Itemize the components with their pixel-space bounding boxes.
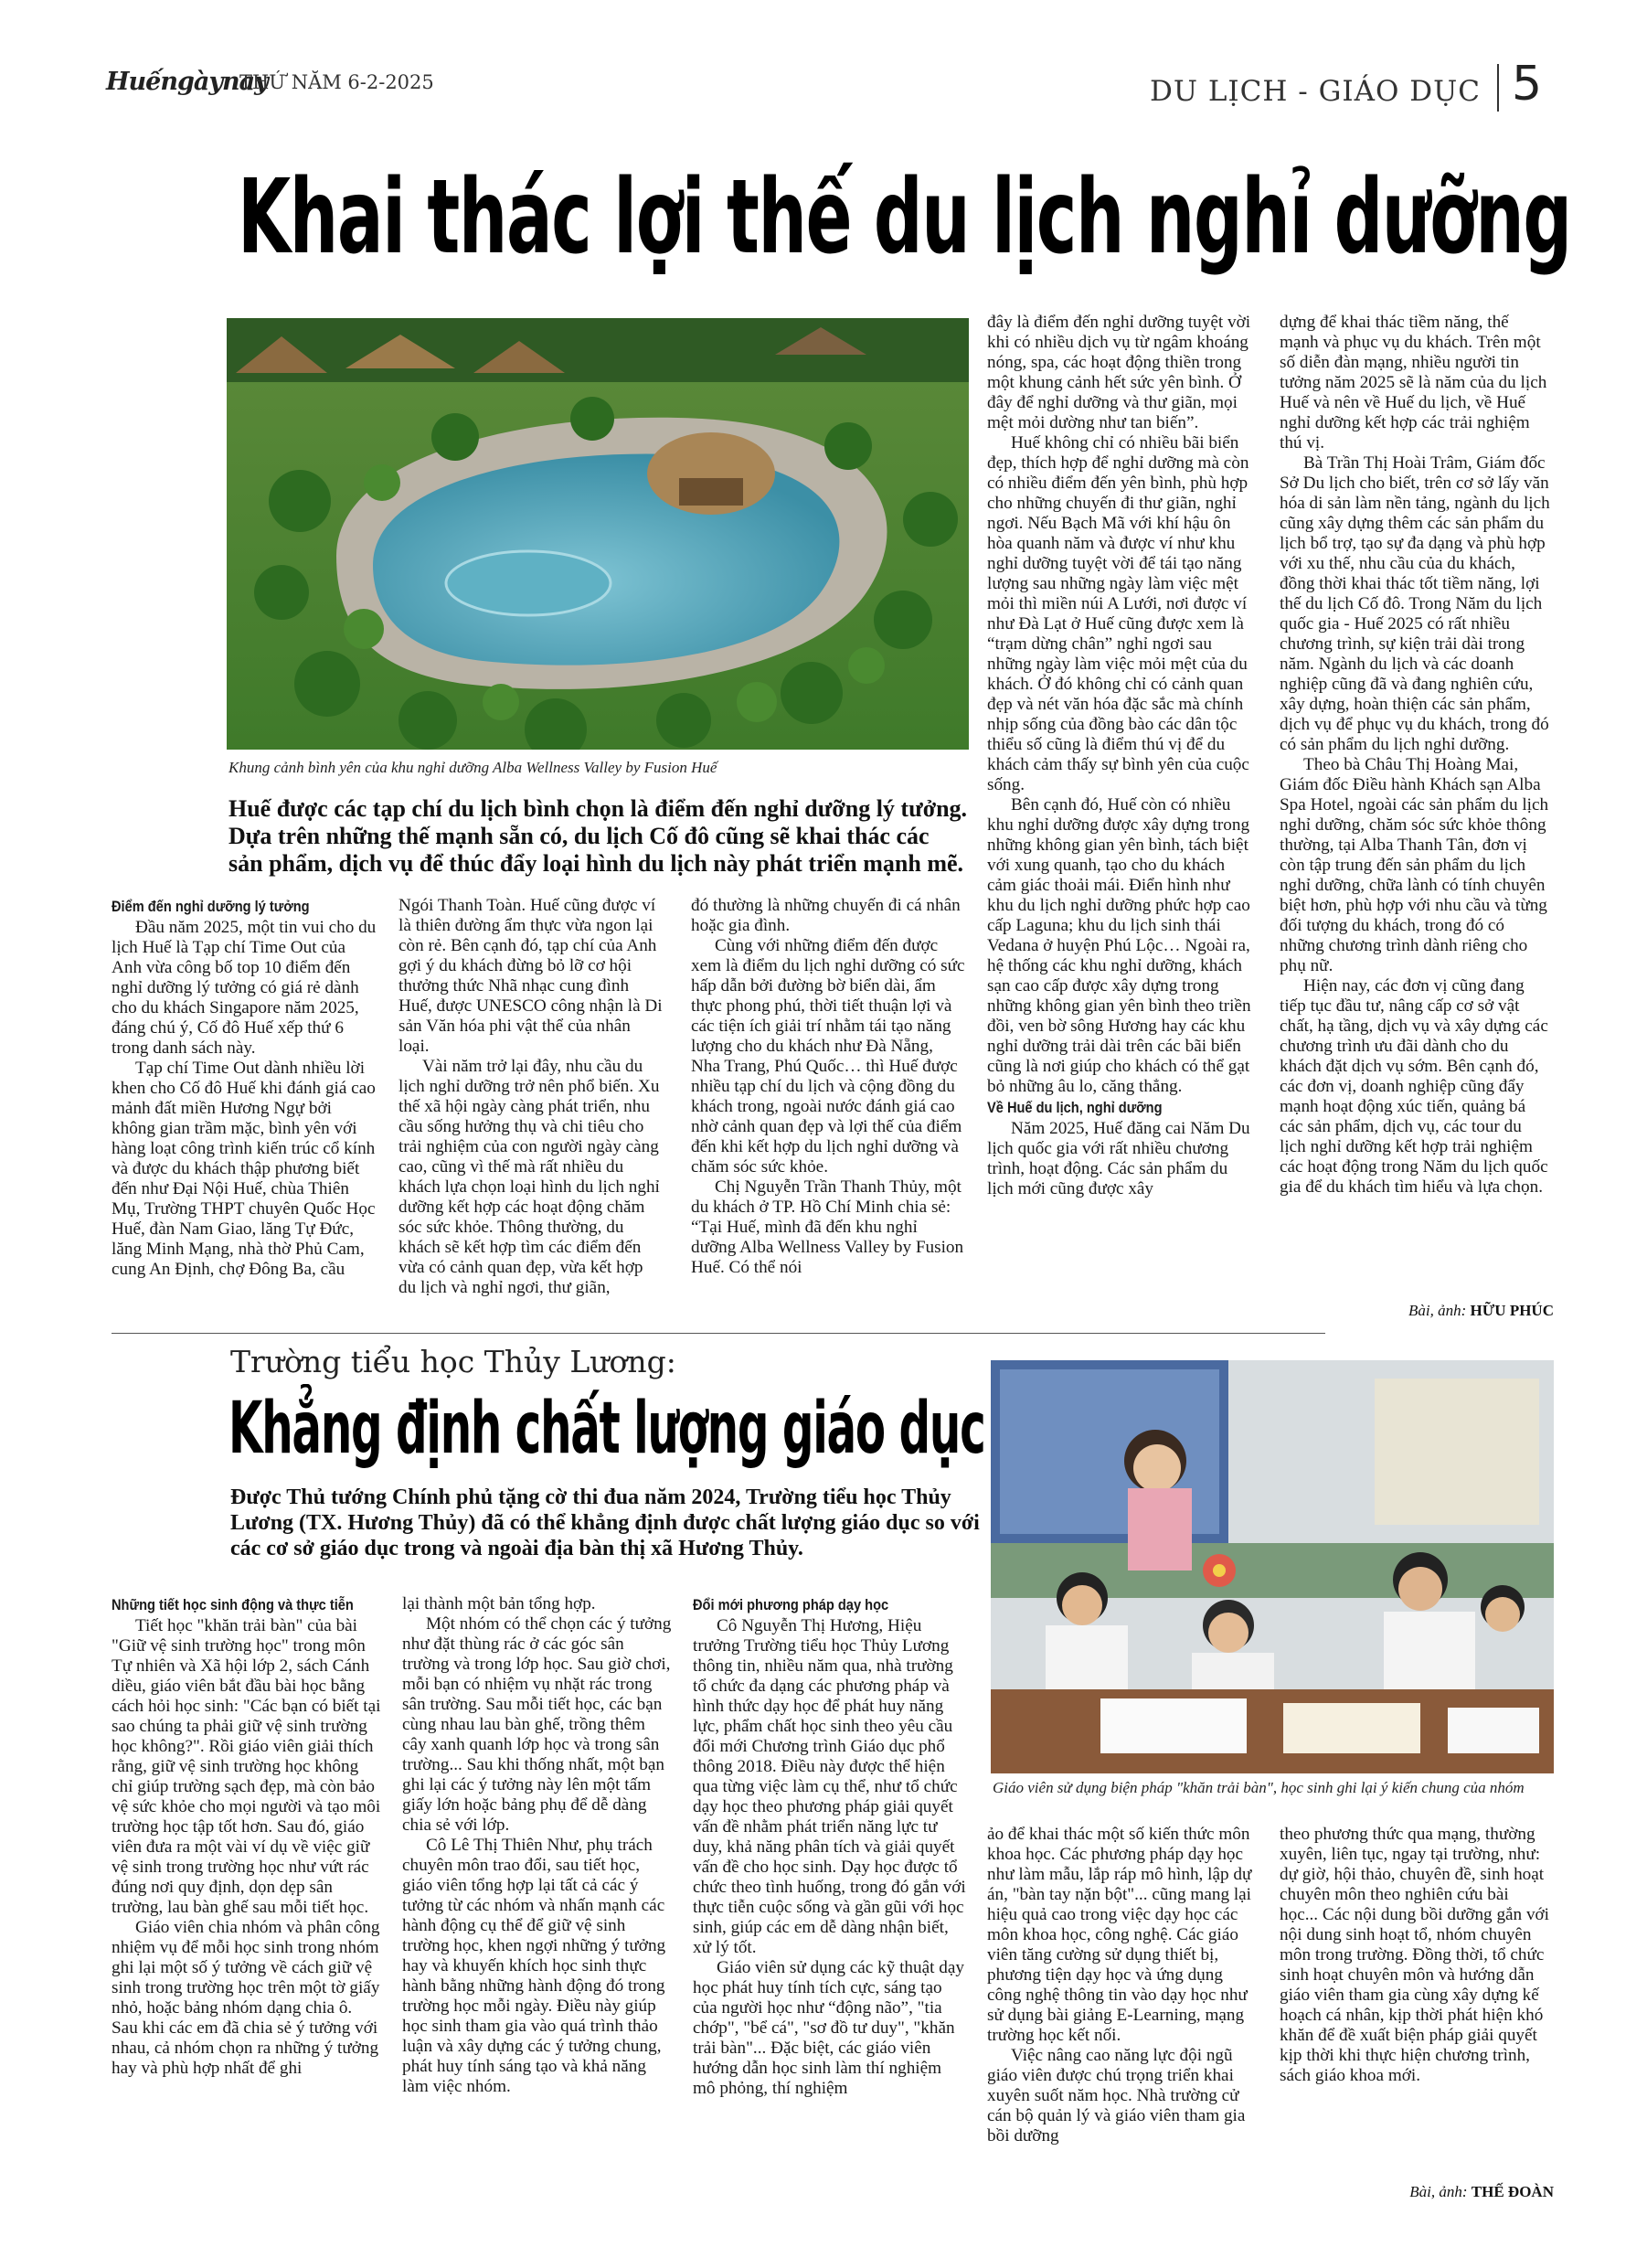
header-divider — [1497, 64, 1499, 112]
credit-label: Bài, ảnh: — [1409, 2183, 1468, 2200]
newspaper-logo: Huếngàynay — [106, 68, 268, 96]
article2-photo — [991, 1360, 1554, 1773]
article2-paragraph: Cô Nguyễn Thị Hương, Hiệu trưởng Trường tiểu học Thủy Lương thông tin, nhiều năm qua, nhà trường tổ chức đa dạng các phương pháp và hình thức dạy học để phát huy năng lực, phẩm chất học sinh theo yêu cầu đổi mới Chương trình Giáo dục phổ thông 2018. Điều này được thể hiện qua từng việc làm cụ thể, như tổ chức dạy học theo phương pháp giải quyết vấn đề nhằm phát triển năng lực tư duy, khả năng phân tích và giải quyết vấn đề cho học sinh. Dạy học được tổ chức theo tình huống, trong đó gắn với thực tiễn cuộc sống và gần gũi với học sinh, giúp các em dễ dàng nhận biết, xử lý tốt. — [693, 1616, 966, 1957]
article1-paragraph: Tạp chí Time Out dành nhiều lời khen cho Cố đô Huế khi đánh giá cao mảnh đất miền Hương Ngự bởi không gian trầm mặc, bình yên với hàng loạt công trình kiến trúc cổ kính và được du khách thập phương biết đến như Đại Nội Huế, chùa Thiên Mụ, Trường THPT chuyên Quốc Học Huế, đàn Nam Giao, lăng Tự Đức, lăng Minh Mạng, nhà thờ Phủ Cam, cung An Định, chợ Đông Ba, cầu — [112, 1059, 376, 1279]
article1-column-5 — [1280, 313, 1550, 1198]
article2-paragraph: Giáo viên sử dụng các kỹ thuật dạy học phát huy tính tích cực, sáng tạo của người học như “động não”, "tia chớp", "bể cá", "sơ đồ tư duy", "khăn trải bàn"... Đặc biệt, các giáo viên hướng dẫn học sinh làm thí nghiệm mô phỏng, thí nghiệm — [693, 1958, 964, 2098]
issue-date: THỨ NĂM 6-2-2025 — [239, 71, 434, 93]
article1-subheading-1: Điểm đến nghỉ dưỡng lý tưởng — [112, 898, 310, 915]
article2-paragraph: lại thành một bản tổng hợp. — [402, 1594, 596, 1613]
article1-paragraph: dựng để khai thác tiềm năng, thế mạnh và phục vụ du khách. Trên một số diễn đàn mạng, nhiều người tin tưởng năm 2025 sẽ là năm của du lịch Huế và nên về Huế du lịch, về Huế nghỉ dưỡng kết hợp các trải nghiệm thú vị. — [1280, 313, 1547, 453]
article2-photo-caption: Giáo viên sử dụng biện pháp "khăn trải bàn", học sinh ghi lại ý kiến chung của nhóm — [993, 1779, 1525, 1796]
article2-paragraph: Cô Lê Thị Thiên Như, phụ trách chuyên môn trao đổi, sau tiết học, giáo viên tổng hợp lại tất cả các ý tưởng từ các nhóm và nhấn mạnh các hành động cụ thể để giữ vệ sinh trường học, khen ngợi những ý tưởng hay và khuyến khích học sinh thực hành bằng những hành động đó trong trường học mỗi ngày. Điều này giúp học sinh tham gia vào quá trình thảo luận và xây dựng các ý tưởng chung, phát huy tính sáng tạo và khả năng làm việc nhóm. — [402, 1836, 666, 2096]
article1-paragraph: Vài năm trở lại đây, nhu cầu du lịch nghỉ dưỡng trở nên phổ biến. Xu thế xã hội ngày càng phát triển, nhu cầu sống hưởng thụ và chi tiêu cho trải nghiệm của con người ngày càng cao, cũng vì thế mà rất nhiều du khách lựa chọn loại hình du lịch nghỉ dưỡng kết hợp các hoạt động chăm sóc sức khỏe. Thông thường, du khách sẽ kết hợp tìm các điểm đến vừa có cảnh quan đẹp, vừa kết hợp du lịch và nghỉ ngơi, thư giãn, — [398, 1057, 660, 1297]
article1-headline-wrap — [238, 158, 1571, 283]
article2-credit — [1353, 2183, 1554, 2201]
article2-subheading-1: Những tiết học sinh động và thực tiễn — [112, 1596, 354, 1613]
article1-column-1 — [112, 896, 377, 1280]
article1-column-4 — [987, 313, 1258, 1199]
article2-column-1 — [112, 1594, 382, 2079]
article2-paragraph: Tiết học "khăn trải bàn" của bài "Giữ vệ sinh trường học" trong môn Tự nhiên và Xã hội lớp 2, sách Cánh diều, giáo viên bắt đầu bài học bằng cách hỏi học sinh: "Các bạn có biết tại sao chúng ta phải giữ vệ sinh trường học không?". Rồi giáo viên giải thích rằng, giữ vệ sinh trường học không chỉ giúp trường sạch đẹp, mà còn bảo vệ sức khỏe cho mọi người và tạo môi trường học tập tốt hơn. Sau đó, giáo viên đưa ra một vài ví dụ về việc giữ vệ sinh trong trường học như vứt rác đúng nơi quy định, dọn dẹp sân trường, lau bàn ghế sau mỗi tiết học. — [112, 1616, 381, 1917]
article-divider — [112, 1333, 1325, 1334]
section-title: DU LỊCH - GIÁO DỤC — [1150, 75, 1481, 108]
article1-paragraph: đó thường là những chuyến đi cá nhân hoặc gia đình. — [691, 896, 961, 935]
article2-column-3 — [693, 1594, 967, 2099]
article1-paragraph: Đầu năm 2025, một tin vui cho du lịch Huế là Tạp chí Time Out của Anh vừa công bố top 10 điểm đến nghỉ dưỡng lý tưởng có giá rẻ dành cho du khách Singapore năm 2025, đáng chú ý, Cố đô Huế xếp thứ 6 trong danh sách này. — [112, 918, 377, 1058]
article2-paragraph: Một nhóm có thể chọn các ý tưởng như đặt thùng rác ở các góc sân trường và trong lớp học. Sau giờ chơi, mỗi bạn có nhiệm vụ nhặt rác trong sân trường. Sau mỗi tiết học, các bạn cùng nhau lau bàn ghế, trồng thêm cây xanh quanh lớp học và trong sân trường... Sau khi thống nhất, một bạn ghi lại các ý tưởng này lên một tấm giấy lớn hoặc bảng phụ để dễ dàng chia sẻ với lớp. — [402, 1614, 672, 1835]
page-number: 5 — [1512, 57, 1543, 112]
article1-paragraph: Huế không chỉ có nhiều bãi biển đẹp, thích hợp để nghỉ dưỡng mà còn có nhiều điểm đến yên bình, phù hợp cho những chuyến đi thư giãn, nghỉ ngơi. Nếu Bạch Mã với khí hậu ôn hòa quanh năm và được ví như khu nghỉ dưỡng tuyệt vời để tái tạo năng lượng sau những ngày làm việc mệt mỏi thì miền núi A Lưới, nơi được ví như Đà Lạt ở Huế cũng được xem là “trạm dừng chân” nghỉ ngơi sau những ngày làm việc mỏi mệt của du khách. Ở đó không chỉ có cảnh quan đẹp và nét văn hóa đặc sắc mà chính nhịp sống của đồng bào các dân tộc thiểu số cũng là điểm thú vị để du khách cảm thấy sự bình yên của cuộc sống. — [987, 433, 1249, 794]
article1-lead: Huế được các tạp chí du lịch bình chọn là điểm đến nghỉ dưỡng lý tưởng. Dựa trên những thế mạnh sẵn có, du lịch Cố đô cũng sẽ khai thác các sản phẩm, dịch vụ để thúc đẩy loại hình du lịch này phát triển mạnh mẽ. — [228, 795, 968, 877]
article1-paragraph: Chị Nguyễn Trần Thanh Thủy, một du khách ở TP. Hồ Chí Minh chia sẻ: “Tại Huế, mình đã đến khu nghỉ dưỡng Alba Wellness Valley by Fusion Huế. Có thể nói — [691, 1177, 964, 1277]
article2-headline-wrap — [228, 1388, 985, 1472]
credit-label: Bài, ảnh: — [1408, 1302, 1467, 1319]
article1-paragraph: đây là điểm đến nghỉ dưỡng tuyệt vời khi có nhiều dịch vụ từ ngâm khoáng nóng, spa, các hoạt động thiền trong một khung cảnh hết sức yên bình. Ở đây để nghỉ dưỡng và thư giãn, mọi mệt mỏi dường như tan biến”. — [987, 313, 1251, 432]
article2-column-5 — [1280, 1825, 1550, 2086]
article2-kicker: Trường tiểu học Thủy Lương: — [230, 1344, 676, 1379]
article1-column-3 — [691, 896, 965, 1278]
article1-headline: Khai thác lợi thế du lịch nghỉ dưỡng — [238, 158, 1571, 277]
article1-photo-caption: Khung cảnh bình yên của khu nghỉ dưỡng Alba Wellness Valley by Fusion Huế — [228, 759, 717, 776]
article1-paragraph: Cùng với những điểm đến được xem là điểm du lịch nghỉ dưỡng có sức hấp dẫn bởi đường bờ biển dài, ẩm thực phong phú, thời tiết thuận lợi và các tiện ích giải trí nhằm tái tạo năng lượng cho du khách như Đà Nẵng, Nha Trang, Phú Quốc… thì Huế được nhiều tạp chí du lịch và cộng đồng du khách trong, ngoài nước đánh giá cao nhờ cảnh quan đẹp và lợi thế của điểm đến khi kết hợp du lịch nghỉ dưỡng và chăm sóc sức khỏe. — [691, 936, 965, 1177]
article1-credit — [1371, 1302, 1554, 1320]
credit-author: HỮU PHÚC — [1470, 1302, 1554, 1319]
article1-photo — [227, 318, 969, 750]
article1-paragraph: Hiện nay, các đơn vị cũng đang tiếp tục đầu tư, nâng cấp cơ sở vật chất, hạ tầng, dịch vụ và xây dựng các chương trình ưu đãi dành cho du khách đặt dịch vụ sớm. Bên cạnh đó, các đơn vị, doanh nghiệp cũng đẩy mạnh hoạt động xúc tiến, quảng bá các sản phẩm, dịch vụ, các tour du lịch nghỉ dưỡng kết hợp trải nghiệm các hoạt động trong Năm du lịch quốc gia để du khách tìm hiểu và lựa chọn. — [1280, 976, 1548, 1197]
article2-column-4 — [987, 1825, 1258, 2146]
article2-lead: Được Thủ tướng Chính phủ tặng cờ thi đua năm 2024, Trường tiểu học Thủy Lương (TX. Hương Thủy) đã có thể khẳng định được chất lượng giáo dục so với các cơ sở giáo dục trong và ngoài địa bàn thị xã Hương Thủy. — [230, 1485, 980, 1560]
article1-paragraph: Bên cạnh đó, Huế còn có nhiều khu nghỉ dưỡng được xây dựng trong những không gian yên bình, tách biệt với xung quanh, tạo cho du khách cảm giác thoải mái. Điển hình như khu du lịch nghỉ dưỡng phức hợp cao cấp Laguna; khu du lịch sinh thái Vedana ở huyện Phú Lộc… Ngoài ra, hệ thống các khu nghỉ dưỡng, khách sạn cao cấp được xây dựng trong những không gian yên bình theo triền đồi, ven bờ sông Hương hay các khu nghỉ dưỡng trải dài trên các bãi biển cũng là nơi giúp cho khách có thể gạt bỏ những âu lo, căng thẳng. — [987, 795, 1251, 1096]
article1-paragraph: Năm 2025, Huế đăng cai Năm Du lịch quốc gia với rất nhiều chương trình, hoạt động. Các sản phẩm du lịch mới cũng được xây — [987, 1119, 1250, 1198]
article2-paragraph: ảo để khai thác một số kiến thức môn khoa học. Các phương pháp dạy học như làm mẫu, lắp ráp mô hình, lập dự án, "bàn tay nặn bột"... cũng mang lại hiệu quả cao trong việc dạy học các môn khoa học, công nghệ. Các giáo viên tăng cường sử dụng thiết bị, phương tiện dạy học và ứng dụng công nghệ thông tin vào dạy học như sử dụng bài giảng E-Learning, mạng trường học kết nối. — [987, 1825, 1252, 2045]
article2-headline: Khẳng định chất lượng giáo dục — [228, 1388, 985, 1470]
article1-paragraph: Bà Trần Thị Hoài Trâm, Giám đốc Sở Du lịch cho biết, trên cơ sở lấy văn hóa di sản làm nền tảng, ngành du lịch cũng xây dựng thêm các sản phẩm du lịch bổ trợ, tạo sự đa dạng và phù hợp với xu thế, nhu cầu của du khách, đồng thời khai thác tốt tiềm năng, lợi thế du lịch Cố đô. Trong Năm du lịch quốc gia - Huế 2025 có rất nhiều chương trình, sự kiện trải dài trong năm. Ngành du lịch và các doanh nghiệp cũng đã và đang nghiên cứu, xây dựng, hoàn thiện các sản phẩm, dịch vụ để phục vụ du khách, trong đó có sản phẩm du lịch nghỉ dưỡng. — [1280, 453, 1550, 754]
resort-pool-image — [227, 318, 969, 750]
article2-paragraph: Giáo viên chia nhóm và phân công nhiệm vụ để mỗi học sinh trong nhóm ghi lại một số ý tưởng về cách giữ vệ sinh trong trường học trên một tờ giấy nhỏ, hoặc bảng nhóm dạng chia ô. Sau khi các em đã chia sẻ ý tưởng với nhau, cả nhóm chọn ra những ý tưởng hay và phù hợp nhất để ghi — [112, 1918, 380, 2078]
credit-author: THẾ ĐOÀN — [1471, 2183, 1554, 2200]
article1-subheading-2: Về Huế du lịch, nghỉ dưỡng — [987, 1099, 1163, 1116]
article1-paragraph: Ngói Thanh Toàn. Huế cũng được ví là thiên đường ẩm thực vừa ngon lại còn rẻ. Bên cạnh đó, tạp chí của Anh gợi ý du khách đừng bỏ lỡ cơ hội thưởng thức Nhã nhạc cung đình Huế, được UNESCO công nhận là Di sản Văn hóa phi vật thể của nhân loại. — [398, 896, 663, 1056]
masthead — [106, 57, 1559, 122]
article2-column-2 — [402, 1594, 673, 2097]
article2-paragraph: Việc nâng cao năng lực đội ngũ giáo viên được chú trọng triển khai xuyên suốt năm học. Nhà trường cử cán bộ quản lý và giáo viên tham gia bồi dưỡng — [987, 2046, 1246, 2146]
article1-column-2 — [398, 896, 664, 1298]
article2-subheading-2: Đổi mới phương pháp dạy học — [693, 1596, 889, 1613]
article1-paragraph: Theo bà Châu Thị Hoàng Mai, Giám đốc Điều hành Khách sạn Alba Spa Hotel, ngoài các sản phẩm du lịch nghỉ dưỡng, chăm sóc sức khỏe thông thường, tại Alba Thanh Tân, đơn vị còn tập trung đến sản phẩm du lịch nghỉ dưỡng, chữa lành có tính chuyên biệt hơn, phù hợp với nhu cầu và từng đối tượng du khách, trong đó có những chương trình dành riêng cho phụ nữ. — [1280, 755, 1549, 975]
article2-paragraph: theo phương thức qua mạng, thường xuyên, liên tục, ngay tại trường, như: dự giờ, hội thảo, chuyên đề, sinh hoạt chuyên môn theo nghiên cứu bài học... Các nội dung bồi dưỡng gắn với nội dung sinh hoạt tổ, nhóm chuyên môn trong trường. Đồng thời, tổ chức sinh hoạt chuyên môn và hướng dẫn giáo viên tham gia cùng xây dựng kế hoạch cá nhân, kịp thời phát hiện khó khăn để đề xuất biện pháp giải quyết kịp thời khi thực hiện chương trình, sách giáo khoa mới. — [1280, 1825, 1550, 2085]
classroom-image — [991, 1360, 1554, 1773]
